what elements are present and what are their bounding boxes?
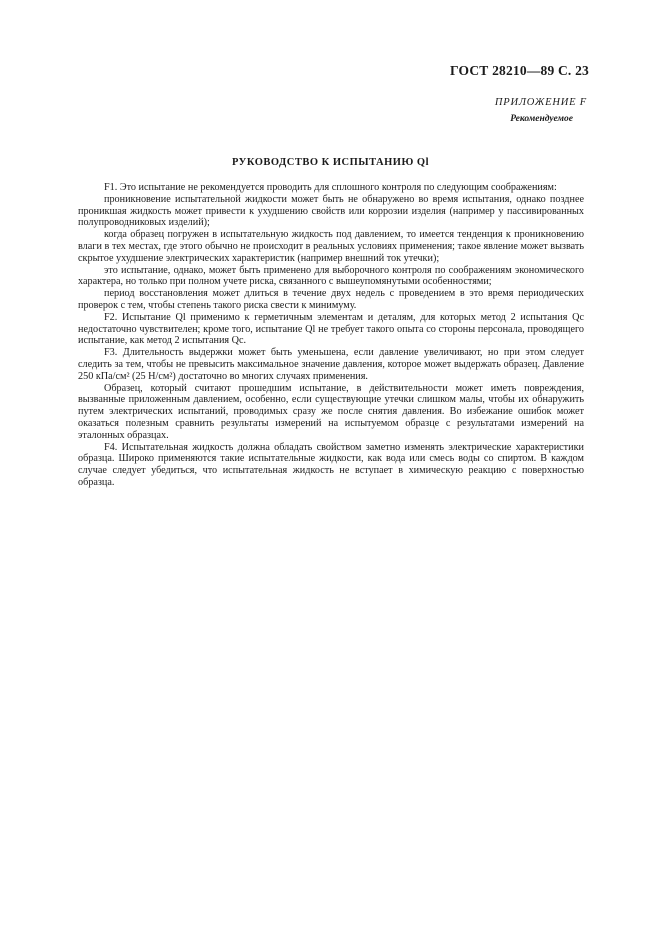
body-text [78, 182, 584, 489]
paragraph-f3-note: Образец, который считают прошедшим испытание, в действительности может иметь повреждения, вызванные приложенным давлением, особенно, если существующие утечки слишком малы, чтобы их обнаружить путем электрических испытаний, проводимых сразу же после снятия давления. Во избежание ошибок может оказаться полезным сравнить результаты измерений на испытуемом образце с результатами измерений на эталонных образцах. [78, 382, 584, 441]
paragraph-f1-item-4: период восстановления может длиться в течение двух недель с проведением в это время периодических проверок с тем, чтобы степень такого риска свести к минимуму. [78, 288, 584, 311]
paragraph-f3: F3. Длительность выдержки может быть уменьшена, если давление увеличивают, но при этом следует следить за тем, чтобы не превысить максимальное значение давления, которое может выдержать образец. Давление 250 кПа/см² (25 Н/см²) достаточно во многих случаях применения. [78, 347, 584, 382]
appendix-label [495, 95, 587, 127]
appendix-subtitle: Рекомендуемое [510, 114, 573, 124]
paragraph-f2: F2. Испытание Ql применимо к герметичным элементам и деталям, для которых метод 2 испытания Qc недостаточно чувствителен; кроме того, испытание Ql не требует такого опыта со стороны персонала, проводящего испытание, как метод 2 испытания Qc. [78, 311, 584, 347]
page-header: ГОСТ 28210—89 С. 23 [450, 63, 589, 78]
paragraph-f1: F1. Это испытание не рекомендуется проводить для сплошного контроля по следующим соображениям: [104, 182, 557, 193]
paragraph-f1-item-1: проникновение испытательной жидкости может быть не обнаружено во время испытания, однако позднее проникшая жидкость может привести к ухудшению свойств или коррозии изделия (например у пассивированных полупроводниковых изделий); [78, 193, 584, 229]
appendix-title: ПРИЛОЖЕНИЕ F [494, 97, 587, 108]
paragraph-f1-item-2: когда образец погружен в испытательную жидкость под давлением, то имеется тенденция к проникновению влаги в тех местах, где этого обычно не происходит в реальных условиях применения; такое явление может вызвать скрытое ухудшение электрических характеристик (например внешний ток утечки); [78, 229, 584, 264]
section-title: РУКОВОДСТВО К ИСПЫТАНИЮ Ql [231, 157, 430, 168]
paragraph-f1-item-3: это испытание, однако, может быть применено для выборочного контроля по соображениям экономического характера, но только при полном учете риска, связанного с вышеупомянутыми особенностями; [78, 264, 584, 288]
paragraph-f4: F4. Испытательная жидкость должна обладать свойством заметно изменять электрические характеристики образца. Широко применяются такие испытательные жидкости, как вода или смесь воды со спиртом. В каждом случае следует убедиться, что испытательная жидкость не вступает в химическую реакцию с поверхностью образца. [78, 441, 584, 488]
